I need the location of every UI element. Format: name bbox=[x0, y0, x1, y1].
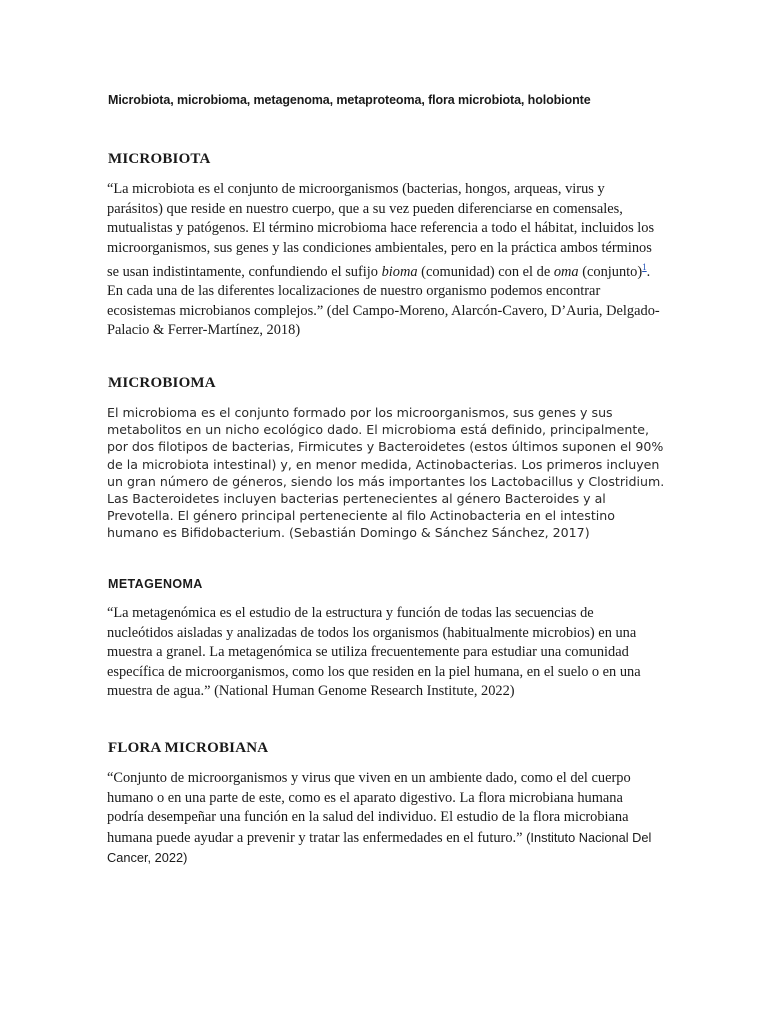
heading-flora-microbiana: FLORA MICROBIANA bbox=[108, 740, 269, 756]
flora-citation: (Instituto Nacional Del Cancer, 2022) bbox=[107, 829, 652, 865]
paragraph-microbioma: El microbioma es el conjunto formado por los microorganismos, sus genes y sus metabolitos en un nicho ecológico dado. El microbioma está definido, principalmente, por dos filotipos de bacterias, Firmicutes y Bacteroidetes (estos últimos suponen el 90% de la microbiota intestinal) y, en menor medida, Actinobacterias. Los primeros incluyen un gran número de géneros, siendo los más importantes los Lactobacillus y Clostridium. Las Bacteroidetes incluyen bacterias pertenecientes al género Bacteroides y al Prevotella. El género principal perteneciente al filo Actinobacteria en el intestino humano es Bifidobacterium. (Sebastián Domingo & Sánchez Sánchez, 2017) bbox=[107, 405, 665, 541]
microbiota-text-1: “La microbiota es el conjunto de microorganismos (bacterias, hongos, arqueas, virus y parásitos) que reside en nuestro cuerpo, que a su vez pueden diferenciarse en comensales, mutualistas y patógenos. El término microbioma hace referencia a todo el hábitat, incluidos los microorganismos, sus genes y las condiciones ambientales, pero en la práctica ambos términos se usan indistintamente, confundiendo el sufijo bbox=[107, 181, 655, 280]
paragraph-metagenoma: “La metagenómica es el estudio de la estructura y función de todas las secuencias de nucleótidos aisladas y analizadas de todos los organismos (habitualmente microbios) en una muestra a granel. La metagenómica se utiliza frecuentemente para estudiar una comunidad específica de microorganismos, como los que residen en la piel humana, en el suelo o en una muestra de agua.” (National Human Genome Research Institute, 2022) bbox=[107, 605, 641, 699]
paragraph-flora-microbiana bbox=[107, 769, 662, 869]
microbiota-em-oma: oma bbox=[553, 263, 579, 280]
footnote-link[interactable]: 1 bbox=[642, 262, 647, 272]
microbiota-text-2: (comunidad) con el de bbox=[417, 263, 554, 280]
heading-microbiota: MICROBIOTA bbox=[108, 151, 211, 167]
microbiota-text-3: (conjunto) bbox=[578, 263, 643, 280]
flora-text: “Conjunto de microorganismos y virus que viven en un ambiente dado, como el del cuerpo humano o en una parte de este, como es el aparato digestivo. La flora microbiana humana podría desempeñar una función en la salud del individuo. El estudio de la flora microbiana humana puede ayudar a prevenir y tratar las enfermedades en el futuro.” bbox=[107, 770, 631, 846]
heading-microbioma: MICROBIOMA bbox=[108, 375, 216, 391]
microbiota-text-4: . En cada una de las diferentes localizaciones de nuestro organismo podemos encontrar ecosistemas microbianos complejos.” (del Campo-Moreno, Alarcón-Cavero, D’Auria, Delgado-Palacio & Ferrer-Martínez, 2018) bbox=[107, 263, 660, 339]
heading-metagenoma: METAGENOMA bbox=[108, 577, 203, 591]
paragraph-microbiota bbox=[107, 180, 662, 341]
microbiota-em-bioma: bioma bbox=[381, 263, 418, 280]
document-title: Microbiota, microbioma, metagenoma, metaproteoma, flora microbiota, holobionte bbox=[108, 93, 591, 107]
